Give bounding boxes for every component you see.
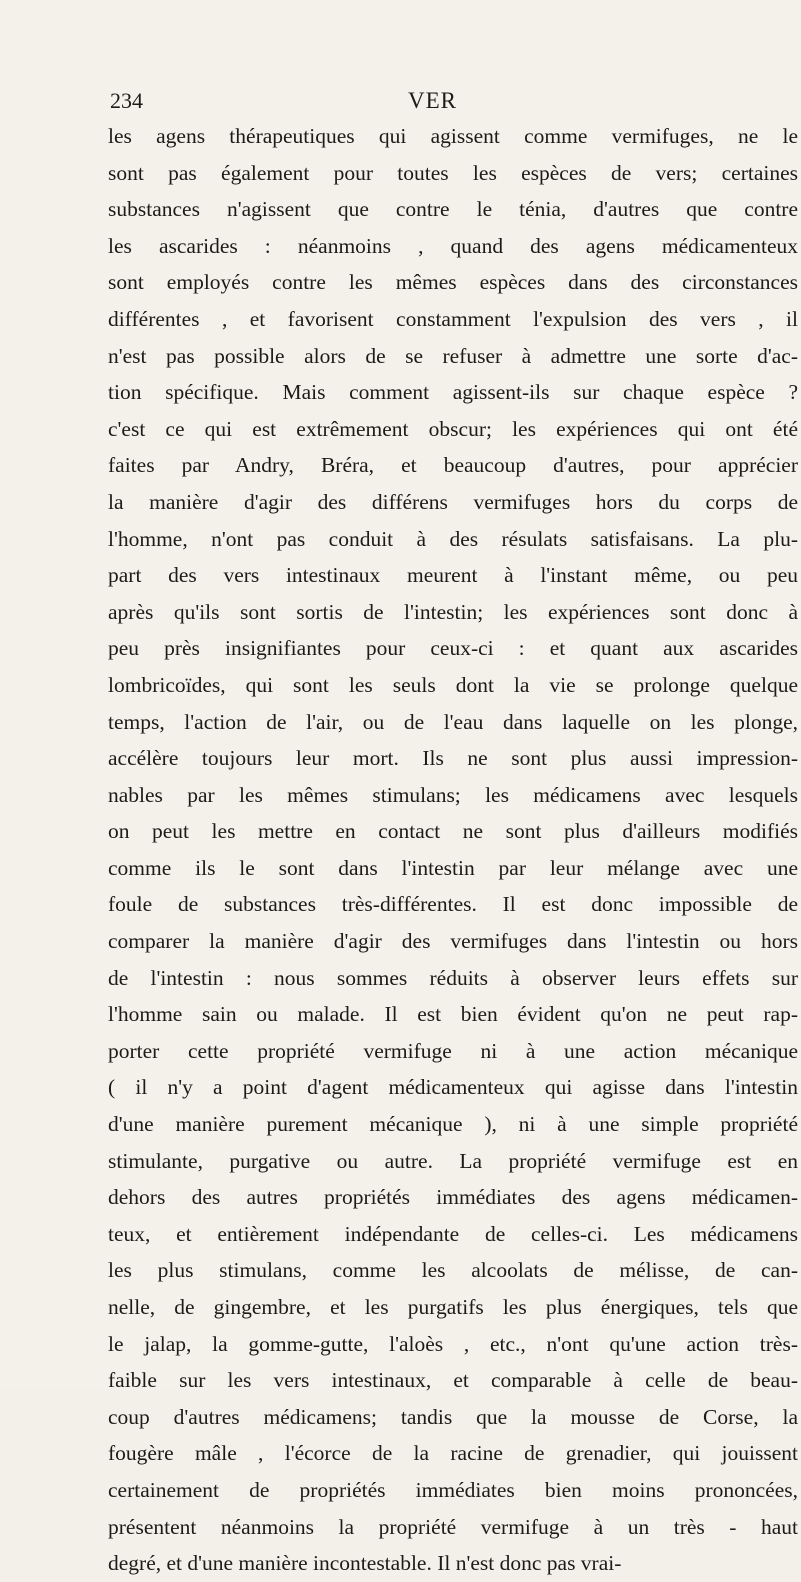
text-line: comparer la manière d'agir des vermifuges dans l'intestin ou hors <box>108 929 798 954</box>
text-line: l'homme, n'ont pas conduit à des résulats satisfaisans. La plu- <box>108 526 798 551</box>
text-line: tion spécifique. Mais comment agissent-ils sur chaque espèce ? <box>108 380 798 405</box>
text-line: les agens thérapeutiques qui agissent comme vermifuges, ne le <box>108 124 798 148</box>
text-line: après qu'ils sont sortis de l'intestin; les expériences sont donc à <box>108 599 798 624</box>
text-line: degré, et d'une manière incontestable. Il n'est donc pas vrai- <box>108 1551 622 1576</box>
text-line: le jalap, la gomme-gutte, l'aloès , etc., n'ont qu'une action très- <box>108 1331 798 1356</box>
text-line: teux, et entièrement indépendante de celles-ci. Les médicamens <box>108 1221 798 1246</box>
text-line: sont employés contre les mêmes espèces dans des circonstances <box>108 270 798 295</box>
text-line: comme ils le sont dans l'intestin par leur mélange avec une <box>108 855 798 880</box>
text-line: foule de substances très-différentes. Il est donc impossible de <box>108 892 798 917</box>
text-line: substances n'agissent que contre le ténia, d'autres que contre <box>108 197 798 222</box>
text-line: part des vers intestinaux meurent à l'instant même, ou peu <box>108 563 798 588</box>
text-line: nelle, de gingembre, et les purgatifs les plus énergiques, tels que <box>108 1295 798 1319</box>
text-line: dehors des autres propriétés immédiates des agens médicamen- <box>108 1185 798 1210</box>
text-line: lombricoïdes, qui sont les seuls dont la vie se prolonge quelque <box>108 672 798 697</box>
text-line: peu près insignifiantes pour ceux-ci : et quant aux ascarides <box>108 636 798 661</box>
text-line: porter cette propriété vermifuge ni à une action mécanique <box>108 1038 798 1063</box>
text-line: présentent néanmoins la propriété vermifuge à un très - haut <box>108 1514 798 1539</box>
running-title: VER <box>408 88 457 113</box>
text-line: faible sur les vers intestinaux, et comparable à celle de beau- <box>108 1368 798 1393</box>
text-line: sont pas également pour toutes les espèces de vers; certaines <box>108 160 798 185</box>
text-line: faites par Andry, Bréra, et beaucoup d'autres, pour apprécier <box>108 453 798 478</box>
text-line: fougère mâle , l'écorce de la racine de grenadier, qui jouissent <box>108 1441 798 1466</box>
text-line: certainement de propriétés immédiates bien moins prononcées, <box>108 1477 798 1502</box>
text-line: stimulante, purgative ou autre. La propriété vermifuge est en <box>108 1148 798 1173</box>
text-line: c'est ce qui est extrêmement obscur; les expériences qui ont été <box>108 416 798 441</box>
text-line: les ascarides : néanmoins , quand des agens médicamenteux <box>108 233 798 258</box>
text-line: la manière d'agir des différens vermifuges hors du corps de <box>108 489 798 514</box>
text-line: accélère toujours leur mort. Ils ne sont plus aussi impression- <box>108 746 798 771</box>
text-line: on peut les mettre en contact ne sont plus d'ailleurs modifiés <box>108 819 798 844</box>
text-line: de l'intestin : nous sommes réduits à observer leurs effets sur <box>108 965 798 990</box>
text-line: nables par les mêmes stimulans; les médicamens avec lesquels <box>108 782 798 807</box>
text-line: n'est pas possible alors de se refuser à admettre une sorte d'ac- <box>108 343 798 368</box>
text-line: d'une manière purement mécanique ), ni à une simple propriété <box>108 1112 798 1137</box>
text-line: coup d'autres médicamens; tandis que la mousse de Corse, la <box>108 1404 798 1429</box>
text-line: ( il n'y a point d'agent médicamenteux qui agisse dans l'intestin <box>108 1075 798 1100</box>
text-line: les plus stimulans, comme les alcoolats de mélisse, de can- <box>108 1258 798 1283</box>
text-line: l'homme sain ou malade. Il est bien évident qu'on ne peut rap- <box>108 1002 798 1027</box>
running-head <box>110 88 801 118</box>
text-line: temps, l'action de l'air, ou de l'eau dans laquelle on les plonge, <box>108 709 798 734</box>
body-text <box>108 118 798 1582</box>
text-line: différentes , et favorisent constamment l'expulsion des vers , il <box>108 306 798 331</box>
page-number: 234 <box>110 88 143 113</box>
